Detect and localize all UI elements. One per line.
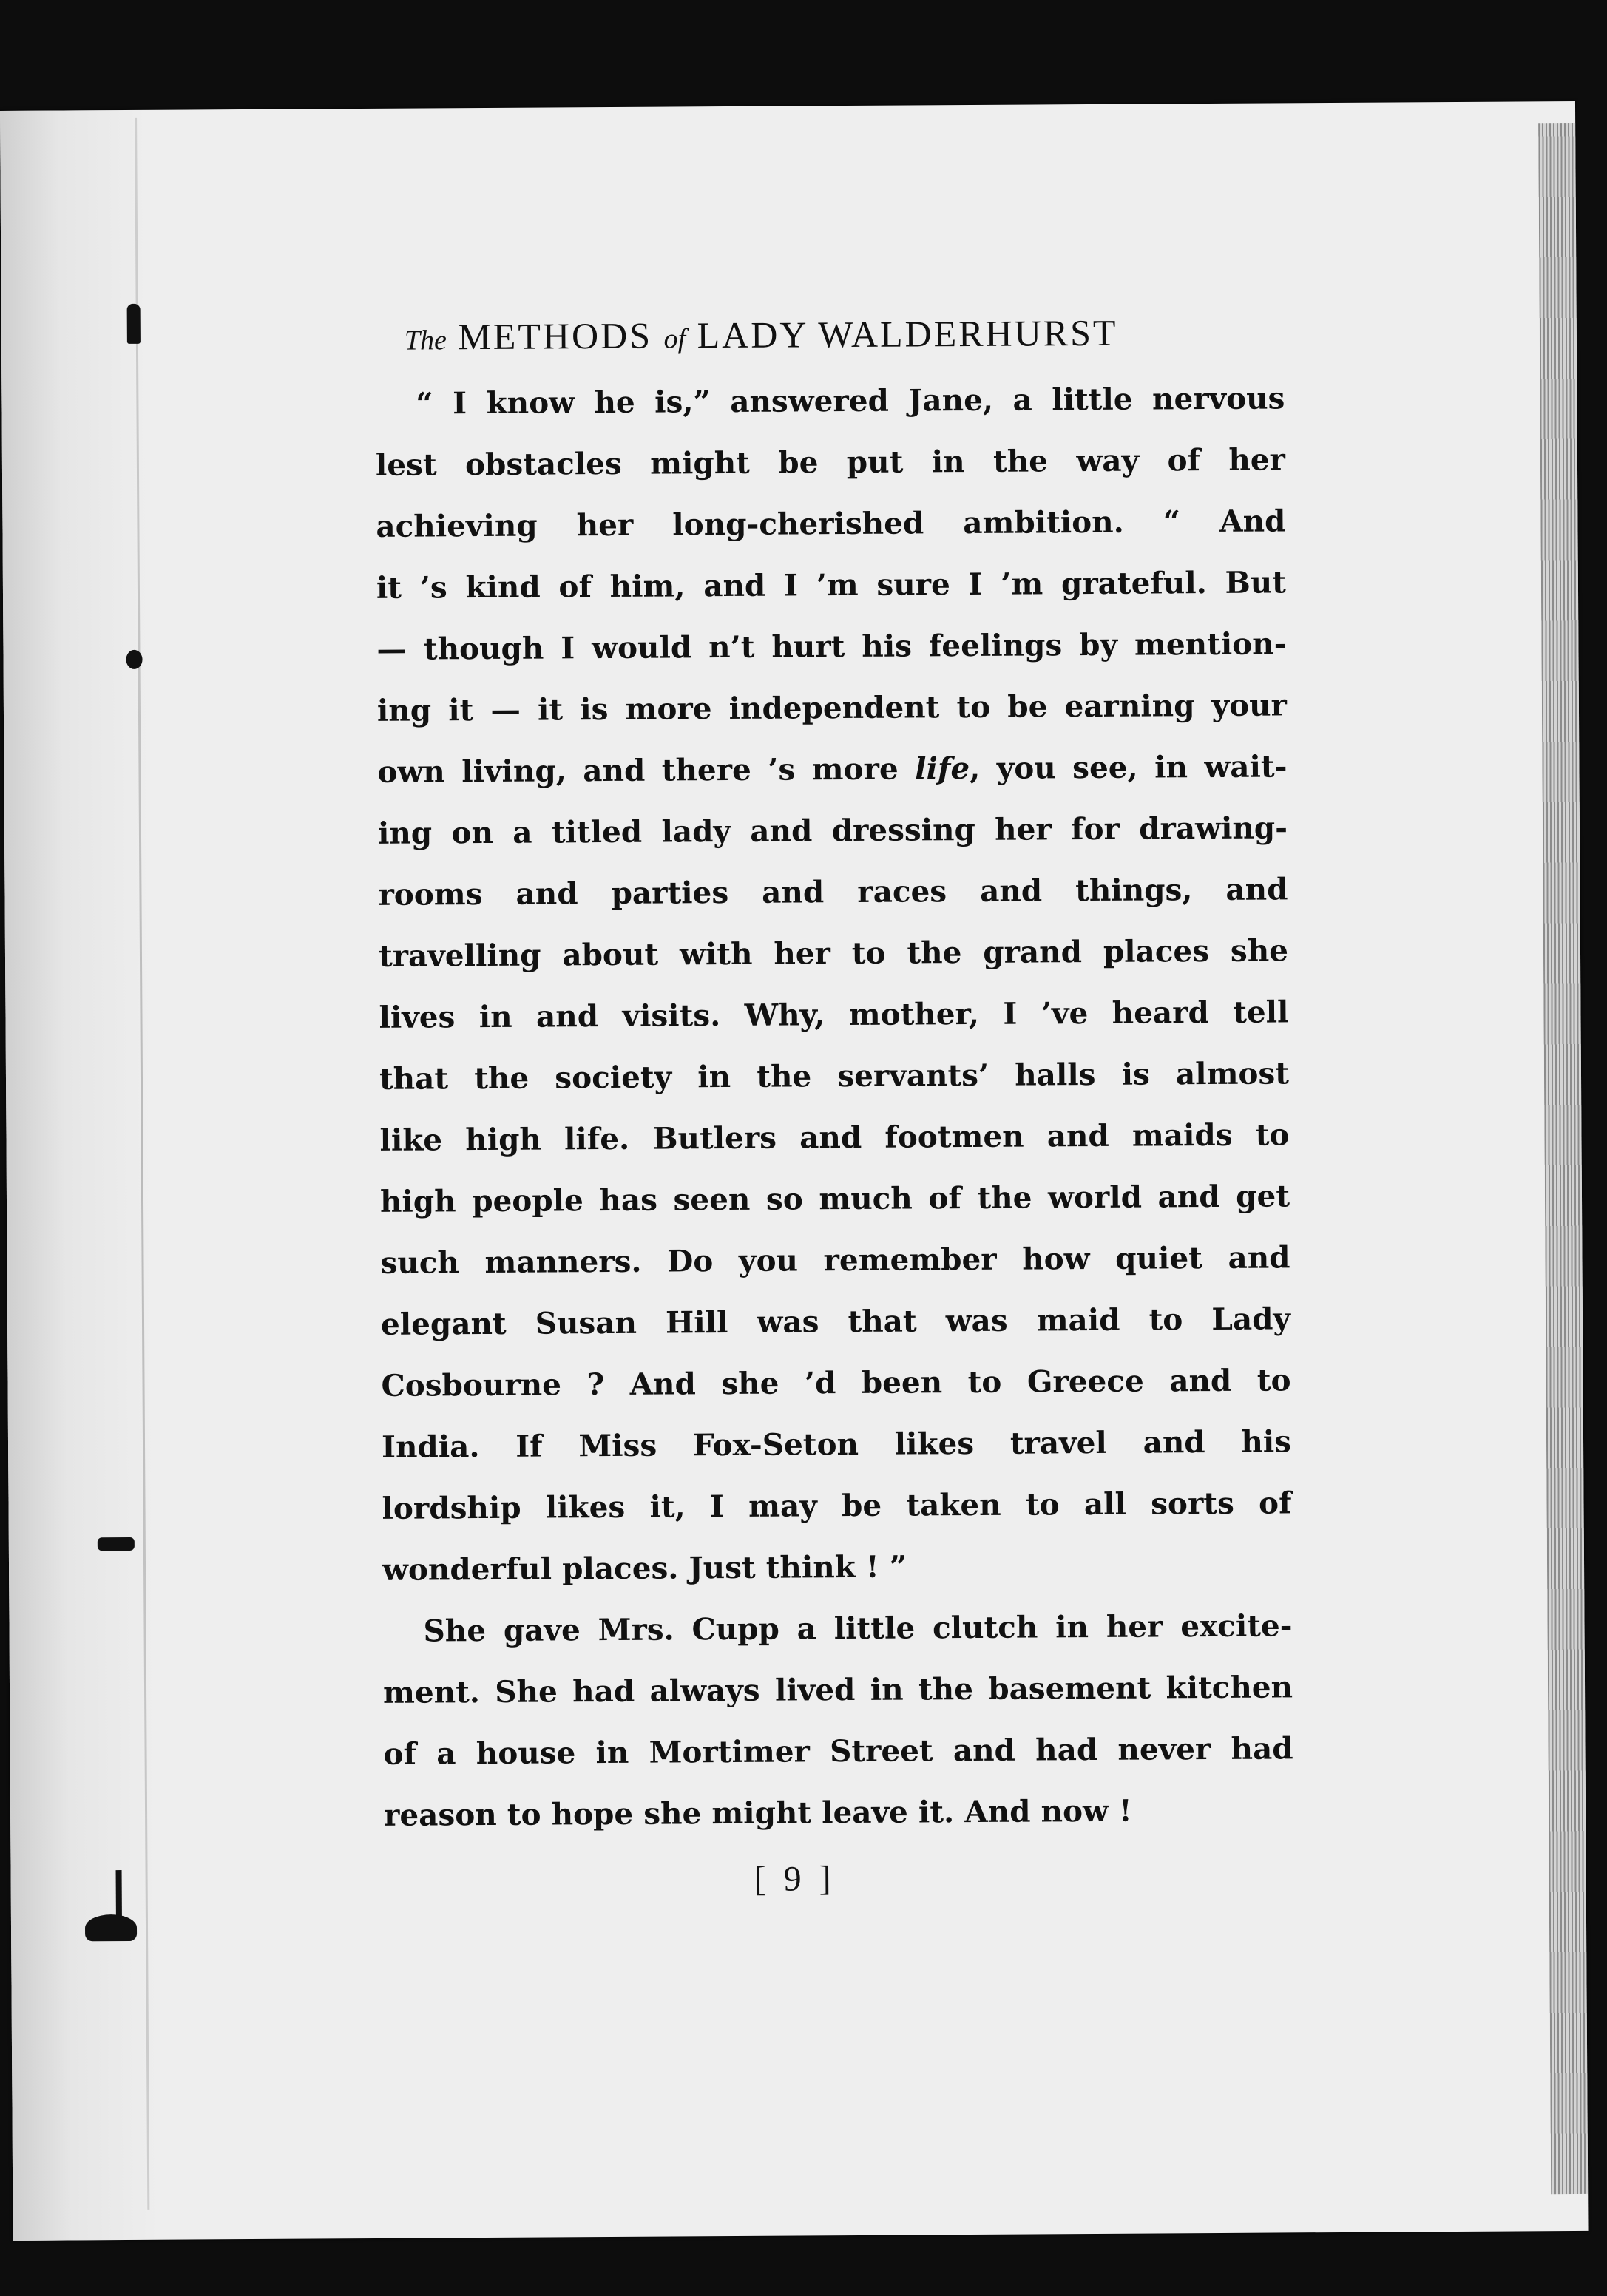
text-line-end: , you see, in wait- <box>969 748 1288 787</box>
text-line-start: own living, and there ’s more <box>377 751 899 790</box>
text-line: elegant Susan Hill was that was maid to Lady <box>380 1301 1291 1342</box>
running-head-connector: of <box>663 323 686 355</box>
binding-mark-upper <box>126 650 142 669</box>
text-line: Cosbourne ? And she ’d been to Greece and to <box>381 1362 1291 1403</box>
text-line: achieving her long-cherished ambition. “ And <box>376 503 1286 544</box>
text-line: She gave Mrs. Cupp a little clutch in her excite- <box>423 1608 1293 1649</box>
running-head-prefix: The <box>404 325 447 356</box>
running-head-title-1: METHODS <box>458 314 653 358</box>
text-line: travelling about with her to the grand places she <box>378 932 1289 974</box>
text-line: high people has seen so much of the world and get <box>379 1178 1290 1219</box>
text-line: wonderful places. Just think ! ” <box>382 1548 907 1588</box>
text-line: lest obstacles might be put in the way of her <box>375 441 1286 483</box>
text-line: like high life. Butlers and footmen and maids to <box>379 1117 1290 1158</box>
running-head <box>405 310 1285 358</box>
text-line: — though I would n’t hurt his feelings by mention- <box>376 626 1287 667</box>
italic-word: life <box>915 751 970 787</box>
page-edges <box>1538 123 1588 2194</box>
text-line: lordship likes it, I may be taken to all sorts of <box>382 1485 1292 1526</box>
book-page <box>0 101 1589 2241</box>
text-line: such manners. Do you remember how quiet and <box>380 1239 1290 1281</box>
page-number: [ 9 ] <box>754 1859 836 1899</box>
text-line-with-italic <box>377 736 1287 803</box>
binding-mark-lower <box>98 1537 135 1551</box>
text-line: it ’s kind of him, and I ’m sure I ’m grateful. But <box>376 564 1287 606</box>
text-line: ing on a titled lady and dressing her for drawing- <box>377 810 1288 851</box>
text-line: reason to hope she might leave it. And now ! <box>383 1792 1132 1833</box>
paragraph-1 <box>375 368 1292 1600</box>
paragraph-2 <box>382 1595 1293 1846</box>
text-line: India. If Miss Fox-Seton likes travel and his <box>381 1423 1292 1465</box>
text-line: ment. She had always lived in the basement kitchen <box>382 1669 1293 1710</box>
text-line: lives in and visits. Why, mother, I ’ve heard tell <box>379 994 1289 1035</box>
text-line: that the society in the servants’ halls is almost <box>379 1055 1290 1097</box>
text-line: “ I know he is,” answered Jane, a little nervous <box>416 380 1285 421</box>
binding-mark-top <box>127 304 141 344</box>
binding-mark-bottom <box>85 1914 137 1941</box>
running-head-title-2: LADY WALDERHURST <box>697 311 1118 356</box>
page-content <box>375 310 1294 1901</box>
text-line: ing it — it is more independent to be earning your <box>376 687 1288 728</box>
text-line: rooms and parties and races and things, and <box>378 871 1288 912</box>
text-line: of a house in Mortimer Street and had never had <box>383 1730 1293 1772</box>
